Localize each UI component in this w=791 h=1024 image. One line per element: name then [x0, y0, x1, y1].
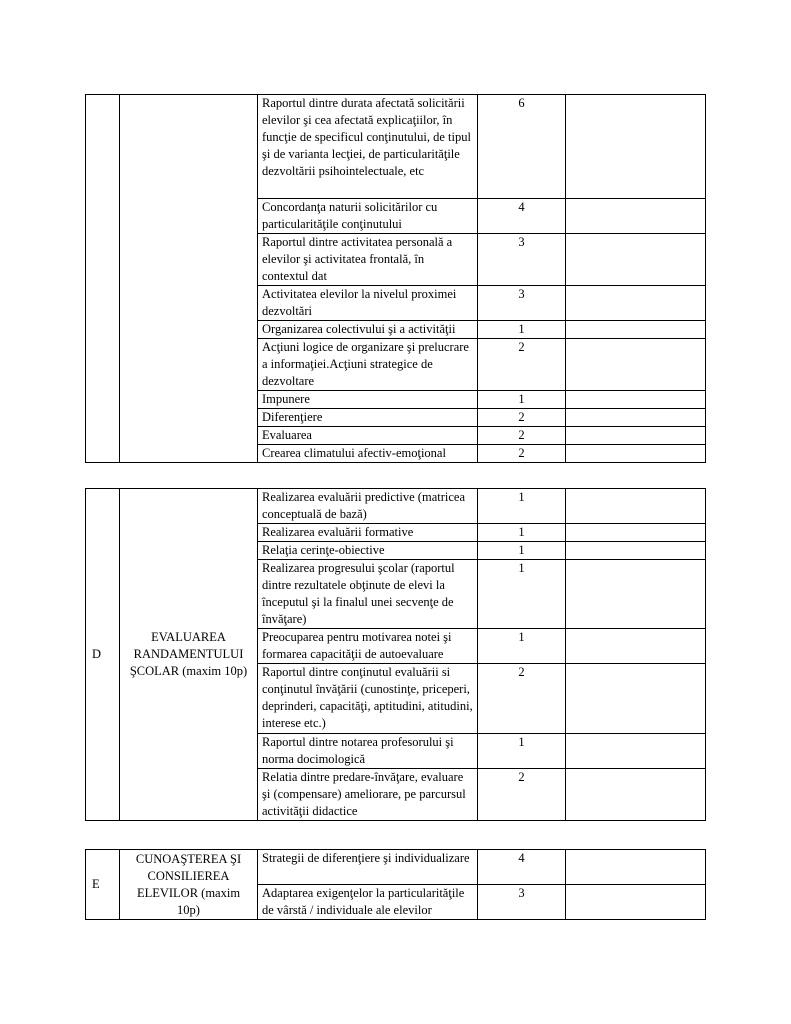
criterion-score[interactable] — [566, 560, 706, 629]
criterion-text: Acţiuni logice de organizare şi prelucrare a informaţiei.Acţiuni strategice de dezvoltare — [258, 339, 478, 391]
criterion-score[interactable] — [566, 489, 706, 524]
criterion-points: 1 — [478, 391, 566, 409]
criterion-score[interactable] — [566, 664, 706, 734]
criterion-points: 1 — [478, 560, 566, 629]
criterion-text: Impunere — [258, 391, 478, 409]
criterion-text: Preocuparea pentru motivarea notei şi formarea capacităţii de autoevaluare — [258, 629, 478, 664]
criterion-score[interactable] — [566, 321, 706, 339]
criterion-score[interactable] — [566, 445, 706, 463]
criterion-text: Realizarea evaluării formative — [258, 524, 478, 542]
criterion-score[interactable] — [566, 286, 706, 321]
criterion-score[interactable] — [566, 542, 706, 560]
criterion-text: Raportul dintre activitatea personală a elevilor şi activitatea frontală, în contextul dat — [258, 234, 478, 286]
evaluation-table-continued — [85, 94, 706, 463]
evaluation-table-e — [85, 849, 706, 920]
criterion-text: Adaptarea exigenţelor la particularităţile de vârstă / individuale ale elevilor — [258, 885, 478, 920]
criterion-points: 1 — [478, 489, 566, 524]
section-category — [120, 95, 258, 463]
criterion-score[interactable] — [566, 734, 706, 769]
criterion-text: Activitatea elevilor la nivelul proximei dezvoltări — [258, 286, 478, 321]
section-category: CUNOAŞTEREA ŞI CONSILIEREA ELEVILOR (maxim 10p) — [120, 850, 258, 920]
criterion-text: Realizarea progresului şcolar (raportul dintre rezultatele obţinute de elevi la începutul şi la finalul unei secvenţe de învăţare) — [258, 560, 478, 629]
criterion-score[interactable] — [566, 427, 706, 445]
criterion-points: 6 — [478, 95, 566, 199]
criterion-text: Organizarea colectivului şi a activităţii — [258, 321, 478, 339]
criterion-points: 3 — [478, 286, 566, 321]
criterion-score[interactable] — [566, 629, 706, 664]
criterion-points: 2 — [478, 427, 566, 445]
criterion-points: 3 — [478, 234, 566, 286]
criterion-score[interactable] — [566, 409, 706, 427]
criterion-points: 1 — [478, 629, 566, 664]
section-category: EVALUAREA RANDAMENTULUI ŞCOLAR (maxim 10p) — [120, 489, 258, 821]
criterion-text: Evaluarea — [258, 427, 478, 445]
criterion-text: Raportul dintre durata afectată solicitării elevilor şi cea afectată explicaţiilor, în funcţie de specificul conţinutului, de tipul şi de varianta lecţiei, de particularităţile dezvoltării psihointelectuale, etc — [258, 95, 478, 199]
criterion-score[interactable] — [566, 199, 706, 234]
criterion-text: Concordanţa naturii solicitărilor cu particularităţile conţinutului — [258, 199, 478, 234]
criterion-points: 1 — [478, 321, 566, 339]
criterion-text: Relaţia cerinţe-obiective — [258, 542, 478, 560]
criterion-points: 4 — [478, 199, 566, 234]
criterion-text: Strategii de diferenţiere şi individualizare — [258, 850, 478, 885]
criterion-score[interactable] — [566, 234, 706, 286]
criterion-text: Diferenţiere — [258, 409, 478, 427]
criterion-text: Crearea climatului afectiv-emoţional — [258, 445, 478, 463]
criterion-points: 1 — [478, 542, 566, 560]
section-letter — [86, 95, 120, 463]
criterion-text: Relatia dintre predare-învăţare, evaluare şi (compensare) ameliorare, pe parcursul activităţii didactice — [258, 769, 478, 821]
criterion-points: 2 — [478, 769, 566, 821]
criterion-points: 2 — [478, 664, 566, 734]
criterion-points: 1 — [478, 734, 566, 769]
criterion-score[interactable] — [566, 769, 706, 821]
section-letter: E — [86, 850, 120, 920]
criterion-score[interactable] — [566, 850, 706, 885]
criterion-score[interactable] — [566, 95, 706, 199]
criterion-score[interactable] — [566, 391, 706, 409]
criterion-points: 2 — [478, 339, 566, 391]
evaluation-table-d — [85, 488, 706, 821]
criterion-score[interactable] — [566, 524, 706, 542]
criterion-points: 3 — [478, 885, 566, 920]
criterion-points: 2 — [478, 409, 566, 427]
criterion-text: Raportul dintre notarea profesorului şi norma docimologică — [258, 734, 478, 769]
criterion-score[interactable] — [566, 885, 706, 920]
criterion-text: Realizarea evaluării predictive (matricea conceptuală de bază) — [258, 489, 478, 524]
criterion-points: 2 — [478, 445, 566, 463]
criterion-points: 4 — [478, 850, 566, 885]
criterion-text: Raportul dintre conţinutul evaluării si conţinutul învăţării (cunostinţe, priceperi, deprinderi, capacităţi, aptitudini, atitudini, interese etc.) — [258, 664, 478, 734]
criterion-score[interactable] — [566, 339, 706, 391]
section-letter: D — [86, 489, 120, 821]
criterion-points: 1 — [478, 524, 566, 542]
